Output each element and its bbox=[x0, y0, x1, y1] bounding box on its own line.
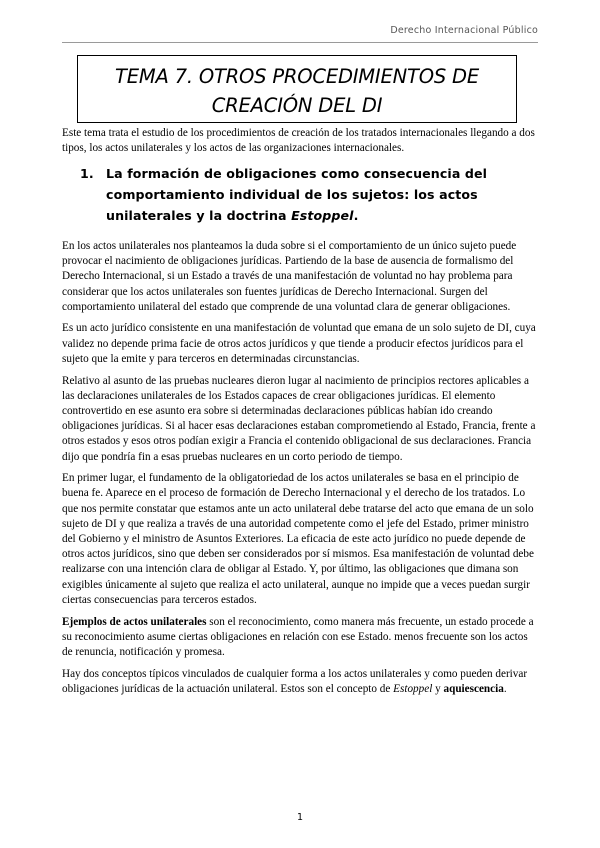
page-number: 1 bbox=[296, 812, 304, 823]
header-divider bbox=[62, 42, 538, 43]
title-line-2: CREACIÓN DEL DI bbox=[211, 94, 383, 117]
document-body bbox=[62, 126, 538, 704]
paragraph: En primer lugar, el fundamento de la obligatoriedad de los actos unilaterales se basa en el principio de buena fe. Aparece en el proceso de formación de Derecho Internacional y el derecho de los tratados. Lo que nos permite constatar que estamos ante un acto unilateral debe tratarse del acto que emana de un solo sujeto de DI y que realiza a través de una autoridad competente como el jefe del Estado, primer ministro del Gobierno y el ministro de Asuntos Exteriores. La eficacia de este acto jurídico no puede depende de otros actos jurídicos, sino que deben ser considerados por sí mismos. Esa manifestación de voluntad debe realizarse con una intención clara de obligar al Estado. Y, por último, las obligaciones que dimana son exigibles únicamente al sujeto que realiza el acto unilateral, aunque no impide que a veces puedan surgir ciertas consecuencias para terceros estados. bbox=[62, 472, 534, 606]
section-title-italic: Estoppel bbox=[291, 207, 354, 223]
title-line-1: TEMA 7. OTROS PROCEDIMIENTOS DE bbox=[115, 65, 479, 88]
running-header: Derecho Internacional Público bbox=[390, 25, 538, 36]
paragraph: Es un acto jurídico consistente en una manifestación de voluntad que emana de un solo sujeto de DI, cuya validez no depende prima facie de otros actos jurídicos y que tiende a producir efectos jurídicos para el sujeto que la emite y para terceros en determinadas circunstancias. bbox=[62, 322, 536, 365]
section-number: 1. bbox=[80, 165, 94, 181]
concepts-italic-term: Estoppel bbox=[393, 682, 433, 695]
section-title-end: . bbox=[353, 207, 359, 223]
paragraph: Relativo al asunto de las pruebas nucleares dieron lugar al nacimiento de principios rectores aplicables a las declaraciones unilaterales de los Estados capaces de crear obligaciones jurídicas. El elemento controvertido en ese asunto era sobre si determinadas declaraciones públicas habían ido creando obligaciones jurídicas. Si al hacer esas declaraciones estaban comprometiendo al Estado, Francia, frente a otros estados y esos otros podían exigir a Francia el contenido obligacional de sus declaraciones. Francia dijo que pondría fin a esas pruebas nucleares en un corto periodo de tiempo. bbox=[62, 374, 536, 463]
concepts-text: Hay dos conceptos típicos vinculados de cualquier forma a los actos unilaterales y como pueden derivar obligaciones jurídicas de la actuación unilateral. Estos son el concepto de bbox=[62, 667, 528, 695]
section-title-text: La formación de obligaciones como consecuencia del comportamiento individual de los sujetos: los actos unilaterales y la doctrina bbox=[106, 165, 488, 223]
section-heading bbox=[62, 163, 538, 226]
section-title bbox=[106, 163, 538, 226]
title-box bbox=[77, 55, 517, 123]
examples-text: son el reconocimiento, como manera más frecuente, un estado procede a su reconocimiento asume ciertas obligaciones en relación con ese Estado. menos frecuente son los actos de renuncia, notificación y promesa. bbox=[62, 615, 534, 658]
concepts-end: . bbox=[503, 682, 507, 695]
concepts-paragraph bbox=[62, 667, 538, 697]
concepts-bold-term: aquiescencia bbox=[443, 682, 504, 695]
concepts-mid: y bbox=[432, 682, 444, 695]
paragraph: En los actos unilaterales nos planteamos la duda sobre si el comportamiento de un único sujeto puede provocar el nacimiento de obligaciones jurídicas. Partiendo de la base de ausencia de formalismo del Derecho Internacional, si un Estado a través de una manifestación de voluntad no hay problema para considerar que los actos unilaterales son fuentes jurídicas de Derecho Internacional. Surgen del comportamiento unilateral del estado que comprende de una voluntad clara de generar obligaciones. bbox=[62, 239, 517, 313]
page-title bbox=[78, 56, 516, 120]
intro-paragraph: Este tema trata el estudio de los procedimientos de creación de los tratados internacionales llegando a dos tipos, los actos unilaterales y los actos de las organizaciones internacionales. bbox=[62, 127, 535, 155]
examples-bold-lead: Ejemplos de actos unilaterales bbox=[62, 615, 207, 628]
examples-paragraph bbox=[62, 615, 538, 661]
